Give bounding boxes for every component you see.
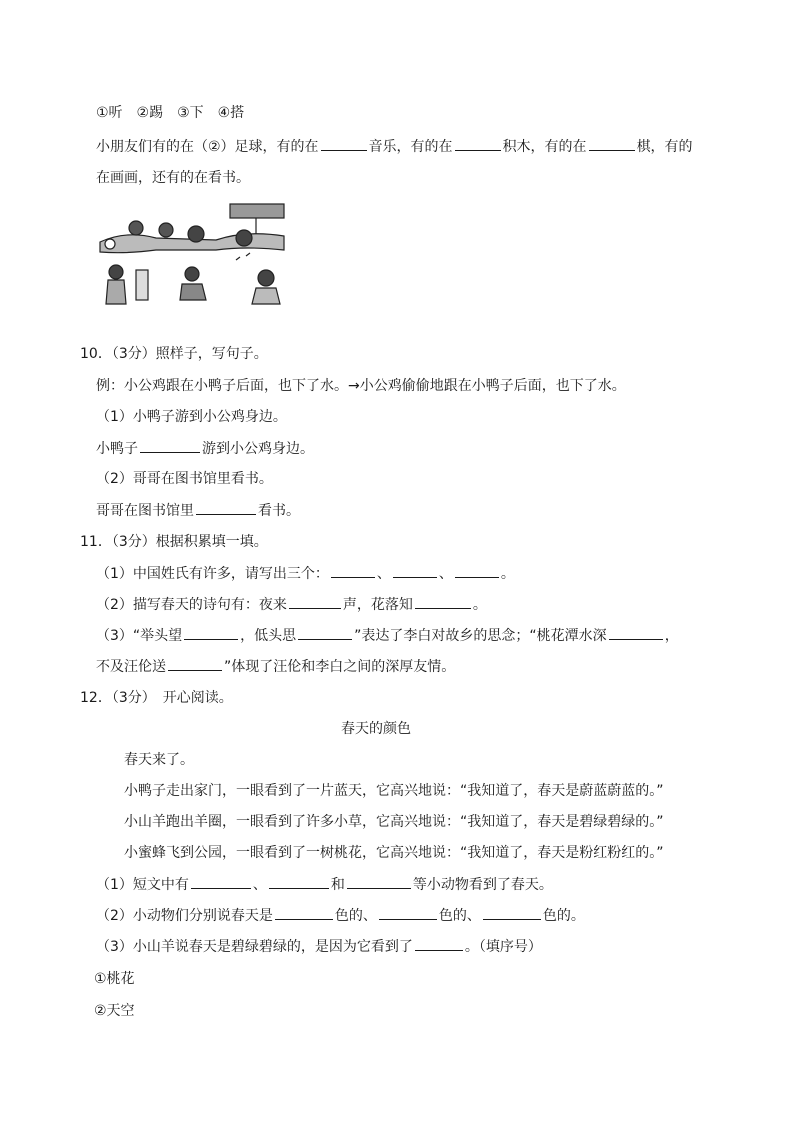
- q9-sentence-2: 在画画，还有的在看书。: [96, 170, 250, 186]
- q11-part3-cont: 不及汪伦送 ”体现了汪伦和李白之间的深厚友情。: [96, 656, 455, 677]
- q10-part2-fill: 哥哥在图书馆里 看书。: [96, 500, 300, 521]
- q12-option-1: ①桃花: [94, 971, 135, 987]
- q9-sentence-1: 小朋友们有的在（②）足球，有的在 音乐，有的在 积木，有的在 棋，有的: [96, 136, 693, 157]
- blank[interactable]: [379, 905, 437, 920]
- q10-part2: （2）哥哥在图书馆里看书。: [96, 471, 273, 487]
- blank[interactable]: [609, 625, 663, 640]
- passage-paragraph-4: 小蜜蜂飞到公园，一眼看到了一树桃花，它高兴地说：“我知道了，春天是粉红粉红的。”: [124, 845, 664, 861]
- q12-part3: （3）小山羊说春天是碧绿碧绿的，是因为它看到了 。（填序号）: [96, 936, 542, 957]
- blank[interactable]: [275, 905, 333, 920]
- children-playing-illustration: [96, 200, 290, 328]
- blank[interactable]: [196, 500, 256, 515]
- q12-option-2: ②天空: [94, 1003, 135, 1019]
- blank[interactable]: [331, 563, 375, 578]
- passage-paragraph-1: 春天来了。: [124, 752, 194, 768]
- q9-options: ①听 ②踢 ③下 ④搭: [96, 105, 245, 121]
- q11-part1: （1）中国姓氏有许多，请写出三个： 、 、 。: [96, 563, 515, 584]
- q10-part1-fill: 小鸭子 游到小公鸡身边。: [96, 438, 314, 459]
- blank[interactable]: [298, 625, 352, 640]
- blank[interactable]: [589, 136, 635, 151]
- q11-header: 11．（3分）根据积累填一填。: [80, 534, 268, 550]
- blank[interactable]: [483, 905, 541, 920]
- passage-title: 春天的颜色: [341, 721, 411, 737]
- passage-paragraph-2: 小鸭子走出家门，一眼看到了一片蓝天，它高兴地说：“我知道了，春天是蔚蓝蔚蓝的。”: [124, 783, 664, 799]
- q11-part2: （2）描写春天的诗句有：夜来 声，花落知 。: [96, 594, 487, 615]
- q12-part1: （1）短文中有 、 和 等小动物看到了春天。: [96, 874, 553, 895]
- passage-paragraph-3: 小山羊跑出羊圈，一眼看到了许多小草，它高兴地说：“我知道了，春天是碧绿碧绿的。”: [124, 814, 664, 830]
- blank[interactable]: [184, 625, 238, 640]
- q10-header: 10．（3分）照样子，写句子。: [80, 346, 268, 362]
- blank[interactable]: [191, 874, 251, 889]
- q10-part1: （1）小鸭子游到小公鸡身边。: [96, 409, 287, 425]
- blank[interactable]: [140, 438, 200, 453]
- blank[interactable]: [269, 874, 329, 889]
- q12-header: 12．（3分） 开心阅读。: [80, 690, 233, 706]
- blank[interactable]: [393, 563, 437, 578]
- blank[interactable]: [455, 563, 499, 578]
- blank[interactable]: [321, 136, 367, 151]
- blank[interactable]: [168, 656, 222, 671]
- blank[interactable]: [289, 594, 341, 609]
- blank[interactable]: [415, 936, 463, 951]
- blank[interactable]: [347, 874, 411, 889]
- q11-part3: （3）“举头望 ，低头思 ”表达了李白对故乡的思念；“桃花潭水深 ，: [96, 625, 679, 646]
- blank[interactable]: [415, 594, 471, 609]
- blank[interactable]: [455, 136, 501, 151]
- q12-part2: （2）小动物们分别说春天是 色的、 色的、 色的。: [96, 905, 585, 926]
- q10-example: 例：小公鸡跟在小鸭子后面，也下了水。→小公鸡偷偷地跟在小鸭子后面，也下了水。: [96, 378, 626, 394]
